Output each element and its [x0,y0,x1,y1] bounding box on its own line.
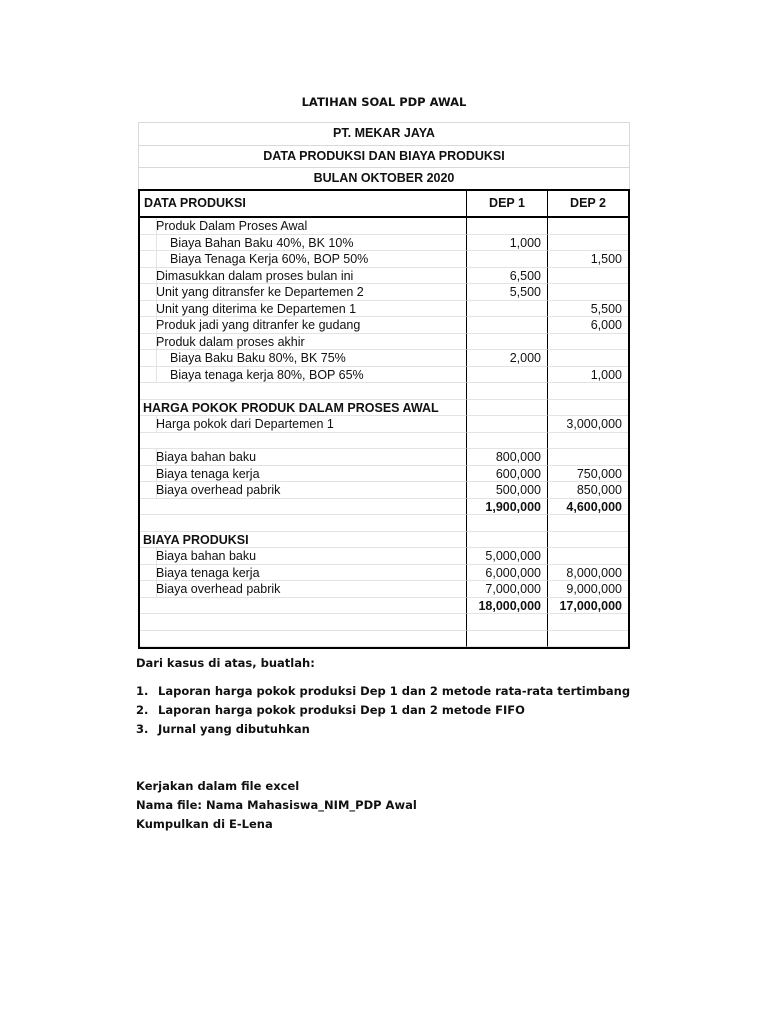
dep2-value [548,515,628,532]
total-row [140,499,628,516]
section-heading-row [140,532,628,549]
dep2-value [548,433,628,450]
row-label: HARGA POKOK PRODUK DALAM PROSES AWAL [143,400,439,415]
table-row [140,350,628,367]
table-row [140,614,628,631]
instruction-item-2 [136,703,525,717]
row-label-cell [140,515,467,532]
table-row [140,268,628,285]
dep1-value [467,532,548,549]
row-label-cell [140,218,467,235]
row-label: Biaya Tenaga Kerja 60%, BOP 50% [170,252,369,266]
dep1-value [467,301,548,318]
row-label-cell [140,631,467,648]
gridline [156,416,157,432]
dep2-value [548,548,628,565]
gridline [156,565,157,581]
dep2-value: 1,000 [548,367,628,384]
table-row [140,631,628,648]
dep1-value [467,334,548,351]
dep1-value: 2,000 [467,350,548,367]
row-label-cell [140,532,467,549]
table-row [140,433,628,450]
instruction-text: Laporan harga pokok produksi Dep 1 dan 2 metode rata-rata tertimbang [158,684,631,698]
table-row [140,383,628,400]
dep2-value: 4,600,000 [548,499,628,516]
row-label: Unit yang diterima ke Departemen 1 [156,301,357,316]
dep1-value [467,515,548,532]
dep2-value: 1,500 [548,251,628,268]
company-name: PT. MEKAR JAYA [138,122,630,145]
dep1-value [467,383,548,400]
dep1-value [467,631,548,648]
sheet-header [138,122,630,189]
dep1-value: 500,000 [467,482,548,499]
table-row [140,284,628,301]
table-row [140,449,628,466]
row-label: Produk Dalam Proses Awal [156,219,308,233]
row-label: BIAYA PRODUKSI [143,532,249,547]
row-label-cell [140,482,467,499]
dep2-value: 8,000,000 [548,565,628,582]
table-row [140,251,628,268]
row-label: Biaya tenaga kerja 80%, BOP 65% [170,367,364,382]
row-label-cell [140,317,467,334]
row-label-cell [140,565,467,582]
gridline [156,284,157,300]
gridline [156,466,157,482]
sheet-subtitle: DATA PRODUKSI DAN BIAYA PRODUKSI [138,145,630,167]
table-header-row [140,191,628,218]
row-label: Biaya overhead pabrik [156,483,281,497]
note-submit: Kumpulkan di E-Lena [136,817,273,831]
instruction-item-3 [136,722,310,736]
table-row [140,416,628,433]
dep1-value [467,400,548,417]
gridline [156,482,157,498]
table-row [140,334,628,351]
note-excel: Kerjakan dalam file excel [136,779,300,793]
row-label-cell [140,235,467,252]
instruction-number: 3. [136,722,149,736]
dep1-value [467,317,548,334]
row-label: Produk jadi yang ditranfer ke gudang [156,318,361,332]
dep2-value [548,218,628,235]
row-label-cell [140,350,467,367]
dep1-value [467,433,548,450]
row-label-cell [140,284,467,301]
row-label-cell [140,400,467,417]
dep1-value: 5,500 [467,284,548,301]
table-row [140,317,628,334]
dep1-value: 5,000,000 [467,548,548,565]
instructions-intro: Dari kasus di atas, buatlah: [136,656,315,670]
dep1-value [467,416,548,433]
gridline [156,334,157,350]
dep2-value [548,383,628,400]
instruction-item-1 [136,684,630,698]
gridline [156,581,157,597]
row-label-cell [140,449,467,466]
gridline [156,235,157,251]
row-label-cell [140,466,467,483]
table-row [140,565,628,582]
row-label: Biaya overhead pabrik [156,582,281,596]
row-label-cell [140,548,467,565]
note-filename: Nama file: Nama Mahasiswa_NIM_PDP Awal [136,798,417,812]
dep1-value [467,251,548,268]
row-label-cell [140,433,467,450]
column-header-dep1: DEP 1 [467,191,548,216]
dep2-value [548,532,628,549]
row-label-cell [140,416,467,433]
dep2-value: 9,000,000 [548,581,628,598]
dep2-value [548,350,628,367]
instruction-number: 2. [136,703,149,717]
dep2-value: 17,000,000 [548,598,628,615]
dep2-value [548,334,628,351]
dep2-value: 750,000 [548,466,628,483]
row-label: Harga pokok dari Departemen 1 [156,417,334,431]
dep2-value: 850,000 [548,482,628,499]
row-label-cell [140,598,467,615]
row-label-cell [140,383,467,400]
gridline [156,367,157,383]
section-heading-row [140,400,628,417]
dep2-value [548,631,628,648]
dep1-value: 18,000,000 [467,598,548,615]
dep2-value: 6,000 [548,317,628,334]
gridline [156,218,157,234]
row-label-cell [140,499,467,516]
row-label: Biaya bahan baku [156,450,257,464]
gridline [156,548,157,564]
row-label: Unit yang ditransfer ke Departemen 2 [156,285,364,299]
table-row [140,482,628,499]
gridline [156,251,157,267]
gridline [156,350,157,366]
dep1-value [467,367,548,384]
dep2-value: 3,000,000 [548,416,628,433]
dep1-value: 6,000,000 [467,565,548,582]
table-row [140,367,628,384]
row-label: Dimasukkan dalam proses bulan ini [156,268,354,283]
gridline [156,301,157,317]
dep2-value [548,235,628,252]
total-row [140,598,628,615]
dep1-value [467,218,548,235]
dep2-value: 5,500 [548,301,628,318]
production-data-table [138,189,630,649]
table-row [140,466,628,483]
dep2-value [548,284,628,301]
row-label-cell [140,251,467,268]
table-row [140,548,628,565]
instruction-text: Laporan harga pokok produksi Dep 1 dan 2 metode FIFO [158,703,525,717]
dep2-value [548,449,628,466]
dep2-value [548,268,628,285]
instruction-number: 1. [136,684,149,698]
row-label-cell [140,301,467,318]
gridline [156,268,157,284]
row-label-cell [140,334,467,351]
row-label: Biaya bahan baku [156,549,257,563]
gridline [156,317,157,333]
dep1-value: 6,500 [467,268,548,285]
row-label: Biaya tenaga kerja [156,466,260,481]
column-header-label: DATA PRODUKSI [140,191,467,216]
row-label: Biaya Baku Baku 80%, BK 75% [170,351,346,365]
column-header-dep2: DEP 2 [570,196,606,210]
row-label-cell [140,581,467,598]
dep2-value [548,400,628,417]
dep1-value: 1,900,000 [467,499,548,516]
dep1-value: 600,000 [467,466,548,483]
row-label-cell [140,614,467,631]
sheet-period: BULAN OKTOBER 2020 [138,167,630,189]
row-label: Biaya tenaga kerja [156,565,260,580]
table-row [140,301,628,318]
table-row [140,218,628,235]
row-label: Biaya Bahan Baku 40%, BK 10% [170,235,354,250]
row-label-cell [140,268,467,285]
row-label: Produk dalam proses akhir [156,334,305,349]
dep1-value: 7,000,000 [467,581,548,598]
dep1-value: 1,000 [467,235,548,252]
dep2-value [548,614,628,631]
table-row [140,235,628,252]
table-row [140,581,628,598]
document-title: LATIHAN SOAL PDP AWAL [301,95,467,109]
table-row [140,515,628,532]
dep1-value: 800,000 [467,449,548,466]
instruction-text: Jurnal yang dibutuhkan [158,722,310,736]
dep1-value [467,614,548,631]
row-label-cell [140,367,467,384]
gridline [156,449,157,465]
